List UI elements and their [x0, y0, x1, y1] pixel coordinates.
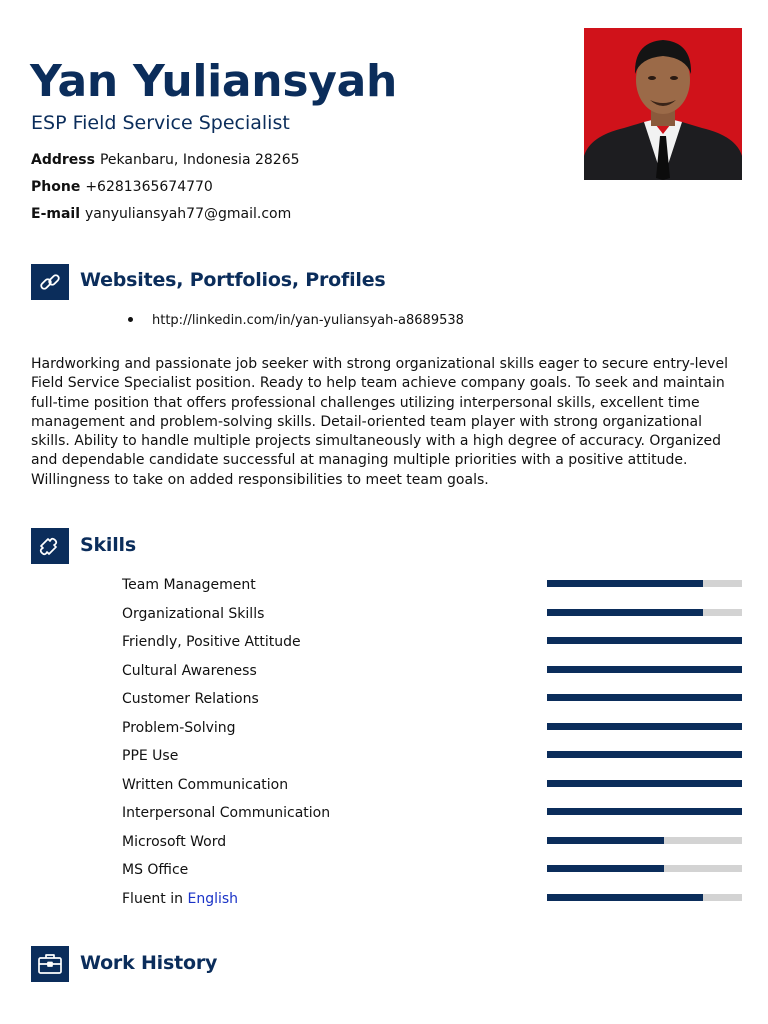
skill-row — [0, 800, 768, 829]
language-row — [0, 886, 768, 915]
language-name: English — [187, 890, 239, 907]
skill-level-bar — [547, 865, 742, 872]
work-history-section-title: Work History — [80, 952, 218, 974]
skill-level-fill — [547, 723, 742, 730]
language-label — [122, 889, 238, 909]
skill-level-fill — [547, 865, 664, 872]
contact-email-label: E-mail — [31, 206, 81, 222]
skill-row — [0, 715, 768, 744]
contact-address-value: Pekanbaru, Indonesia 28265 — [99, 152, 300, 168]
skill-row — [0, 857, 768, 886]
skill-level-bar — [547, 694, 742, 701]
skill-row — [0, 629, 768, 658]
skill-level-bar — [547, 637, 742, 644]
skill-row — [0, 601, 768, 630]
skill-row — [0, 772, 768, 801]
skill-name: Organizational Skills — [122, 605, 265, 622]
skill-name: Microsoft Word — [122, 833, 227, 850]
contact-address-label: Address — [31, 152, 95, 168]
skill-level-bar — [547, 609, 742, 616]
skill-level-fill — [547, 666, 742, 673]
contact-email-value: yanyuliansyah77@gmail.com — [85, 206, 292, 222]
skill-row — [0, 572, 768, 601]
skill-level-bar — [547, 666, 742, 673]
puzzle-icon — [31, 528, 69, 564]
skills-list — [0, 572, 768, 914]
bullet-marker — [128, 317, 133, 322]
profile-photo — [584, 28, 742, 180]
linkedin-link[interactable]: http://linkedin.com/in/yan-yuliansyah-a8689538 — [152, 313, 464, 328]
skill-level-bar — [547, 808, 742, 815]
skill-name: Problem-Solving — [122, 719, 236, 736]
websites-section-title: Websites, Portfolios, Profiles — [80, 269, 386, 291]
skill-row — [0, 829, 768, 858]
contact-address — [31, 150, 300, 170]
skill-level-bar — [547, 837, 742, 844]
skill-name: Written Communication — [122, 776, 289, 793]
skills-section-title: Skills — [80, 534, 136, 556]
professional-summary: Hardworking and passionate job seeker with strong organizational skills eager to secure entry-level Field Service Specialist position. Ready to help team achieve company goals. To seek and maintain full-time position that offers professional challenges utilizing interpersonal skills, excellent time management and problem-solving skills. Detail-oriented team player with strong organizational skills. Ability to handle multiple projects simultaneously with a high degree of accuracy. Organized and dependable candidate successful at managing multiple priorities with a positive attitude. Willingness to take on added responsibilities to meet team goals. — [31, 356, 728, 488]
skill-level-bar — [547, 780, 742, 787]
language-level-bar — [547, 894, 742, 901]
portrait-illustration — [584, 28, 742, 180]
contact-email — [31, 204, 291, 224]
skill-level-bar — [547, 580, 742, 587]
skill-name: Team Management — [122, 577, 256, 593]
skill-name: Friendly, Positive Attitude — [122, 634, 301, 650]
skill-level-fill — [547, 694, 742, 701]
skill-level-fill — [547, 580, 703, 587]
skill-name: Interpersonal Communication — [122, 805, 331, 821]
skill-row — [0, 743, 768, 772]
contact-phone-label: Phone — [31, 179, 81, 195]
language-level-fill — [547, 894, 703, 901]
job-title: ESP Field Service Specialist — [31, 112, 290, 134]
skill-row — [0, 686, 768, 715]
skill-level-fill — [547, 780, 742, 787]
skill-level-bar — [547, 723, 742, 730]
skill-row — [0, 658, 768, 687]
skill-level-fill — [547, 751, 742, 758]
skill-name: Cultural Awareness — [122, 662, 257, 679]
skill-level-fill — [547, 637, 742, 644]
skill-level-fill — [547, 609, 703, 616]
skill-level-fill — [547, 837, 664, 844]
contact-phone — [31, 177, 213, 197]
skill-level-bar — [547, 751, 742, 758]
skill-name: PPE Use — [122, 748, 179, 764]
skill-name: MS Office — [122, 862, 189, 878]
contact-phone-value: +6281365674770 — [85, 179, 213, 195]
briefcase-icon — [31, 946, 69, 982]
candidate-name: Yan Yuliansyah — [30, 56, 398, 107]
skill-level-fill — [547, 808, 742, 815]
link-icon — [31, 264, 69, 300]
skill-name: Customer Relations — [122, 691, 259, 707]
language-prefix: Fluent in — [122, 890, 184, 907]
